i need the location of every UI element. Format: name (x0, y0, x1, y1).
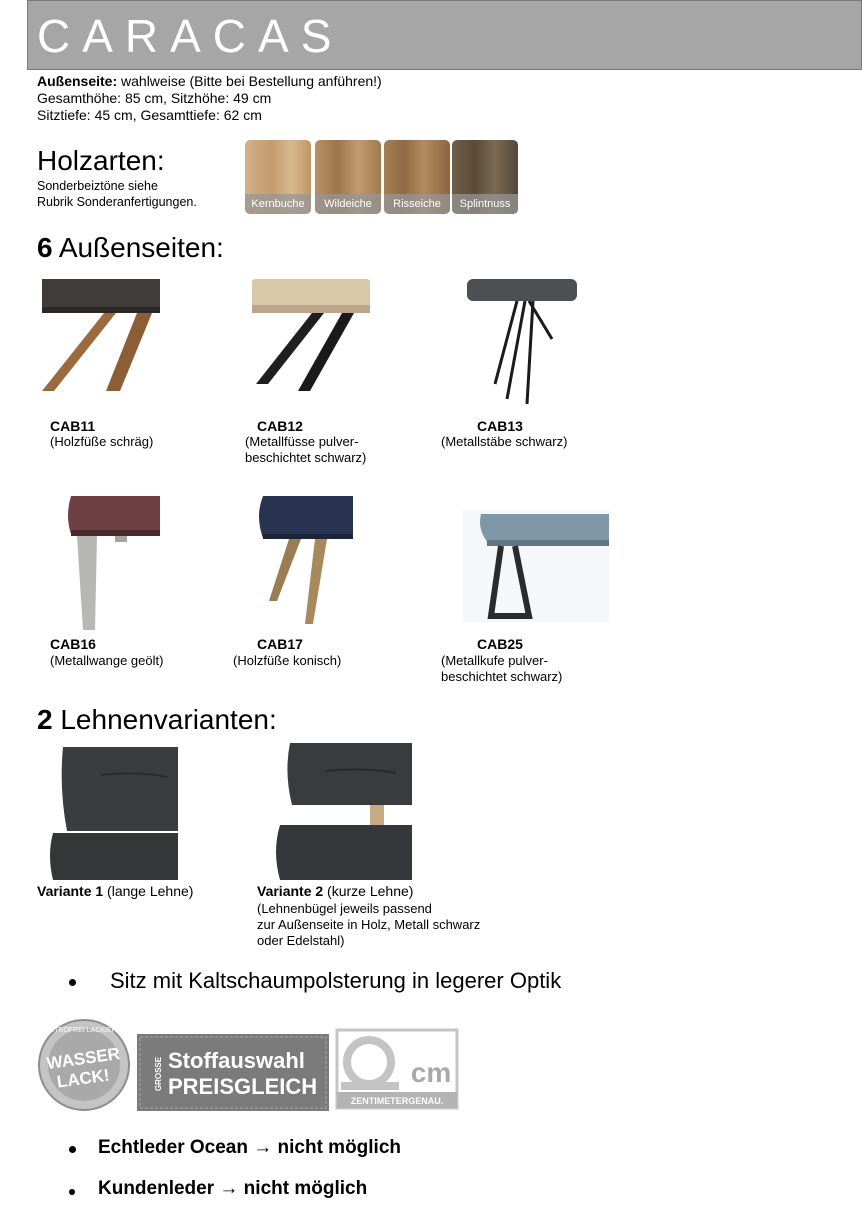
cab12-code: CAB12 (257, 418, 303, 434)
woods-heading: Holzarten: (37, 145, 165, 176)
wasserlack-top-text: NITROFREI LACKIERT (47, 1027, 121, 1034)
bullet (69, 1189, 75, 1195)
cab12-desc-1: (Metallfüsse pulver- (245, 434, 359, 449)
cab25-desc-1: (Metallkufe pulver- (441, 653, 548, 668)
cab11-code: CAB11 (50, 418, 96, 434)
zentimetergenau-cm: cm (410, 1057, 452, 1088)
feature-text: Sitz mit Kaltschaumpolsterung in legerer Optik (110, 968, 562, 993)
wood-swatch-risseiche (384, 140, 450, 214)
wood-label: Splintnuss (452, 194, 518, 214)
cab16-code: CAB16 (50, 636, 96, 652)
variant1-label: Variante 1 (37, 883, 104, 899)
wood-swatch-splintnuss (452, 140, 518, 214)
outer-heading-text: Außenseiten: (52, 232, 224, 263)
stoffauswahl-text-1: Stoffauswahl (168, 1048, 305, 1073)
cab25-code: CAB25 (477, 636, 523, 652)
variant2-image (272, 741, 412, 880)
wasserlack-text-1: WASSER (45, 1044, 122, 1074)
woods-note-2: Rubrik Sonderanfertigungen. (37, 195, 197, 209)
cab16-desc: (Metallwange geölt) (50, 653, 164, 668)
wasserlack-text-2: LACK! (55, 1065, 111, 1092)
cab17-image (255, 496, 353, 630)
cab13-image (467, 279, 577, 404)
variant2-note-1: (Lehnenbügel jeweils passend (257, 901, 432, 916)
page-title: CARACAS (37, 10, 344, 62)
wood-label: Kernbuche (245, 194, 311, 214)
spec-depth: Sitztiefe: 45 cm, Gesamttiefe: 62 cm (37, 107, 262, 123)
cab13-desc: (Metallstäbe schwarz) (441, 434, 568, 449)
zentimetergenau-badge (335, 1028, 459, 1110)
variant2-note-2: zur Außenseite in Holz, Metall schwarz (257, 917, 481, 932)
note-customer-leather: Kundenleder → nicht möglich (98, 1178, 368, 1199)
cab11-image (42, 279, 160, 391)
bullet (69, 979, 76, 986)
stoffauswahl-side-text: GROSSE (154, 1056, 163, 1092)
cab13-code: CAB13 (477, 418, 523, 434)
cab17-code: CAB17 (257, 636, 303, 652)
cab12-image (250, 279, 370, 391)
wasserlack-badge (37, 1018, 131, 1112)
cab25-image (463, 510, 609, 622)
outer-heading (37, 232, 224, 264)
wood-swatch-kernbuche (245, 140, 311, 214)
spec-height: Gesamthöhe: 85 cm, Sitzhöhe: 49 cm (37, 90, 272, 106)
woods-note-1: Sonderbeiztöne siehe (37, 179, 158, 193)
zentimetergenau-text: ZENTIMETERGENAU. (350, 1096, 444, 1106)
variant1-image (47, 743, 178, 880)
cab25-desc-2: beschichtet schwarz) (441, 669, 563, 684)
variant2-label: Variante 2 (257, 883, 324, 899)
stoffauswahl-text-2: PREISGLEICH (168, 1074, 318, 1099)
stoffauswahl-badge (137, 1034, 329, 1111)
variant1-caption (37, 883, 193, 900)
cab16-image (65, 496, 160, 630)
note-leather-ocean: Echtleder Ocean → nicht möglich (98, 1137, 402, 1158)
bullet (69, 1146, 76, 1153)
backrest-heading (37, 704, 277, 736)
backrest-count: 2 (37, 704, 53, 735)
wood-swatch-wildeiche (315, 140, 381, 214)
wood-label: Risseiche (384, 194, 450, 214)
cab11-desc: (Holzfüße schräg) (50, 434, 154, 449)
spec-outer (37, 73, 382, 90)
variant2-note-3: oder Edelstahl) (257, 933, 345, 948)
backrest-heading-text: Lehnenvarianten: (52, 704, 277, 735)
variant1-desc: (lange Lehne) (103, 883, 194, 899)
spec-outer-value: wahlweise (Bitte bei Bestellung anführen!) (117, 73, 382, 89)
cab17-desc: (Holzfüße konisch) (233, 653, 342, 668)
cab12-desc-2: beschichtet schwarz) (245, 450, 367, 465)
spec-outer-label: Außenseite: (37, 73, 118, 89)
variant2-desc: (kurze Lehne) (323, 883, 414, 899)
outer-count: 6 (37, 232, 53, 263)
wood-label: Wildeiche (315, 194, 381, 214)
variant2-caption (257, 883, 413, 900)
